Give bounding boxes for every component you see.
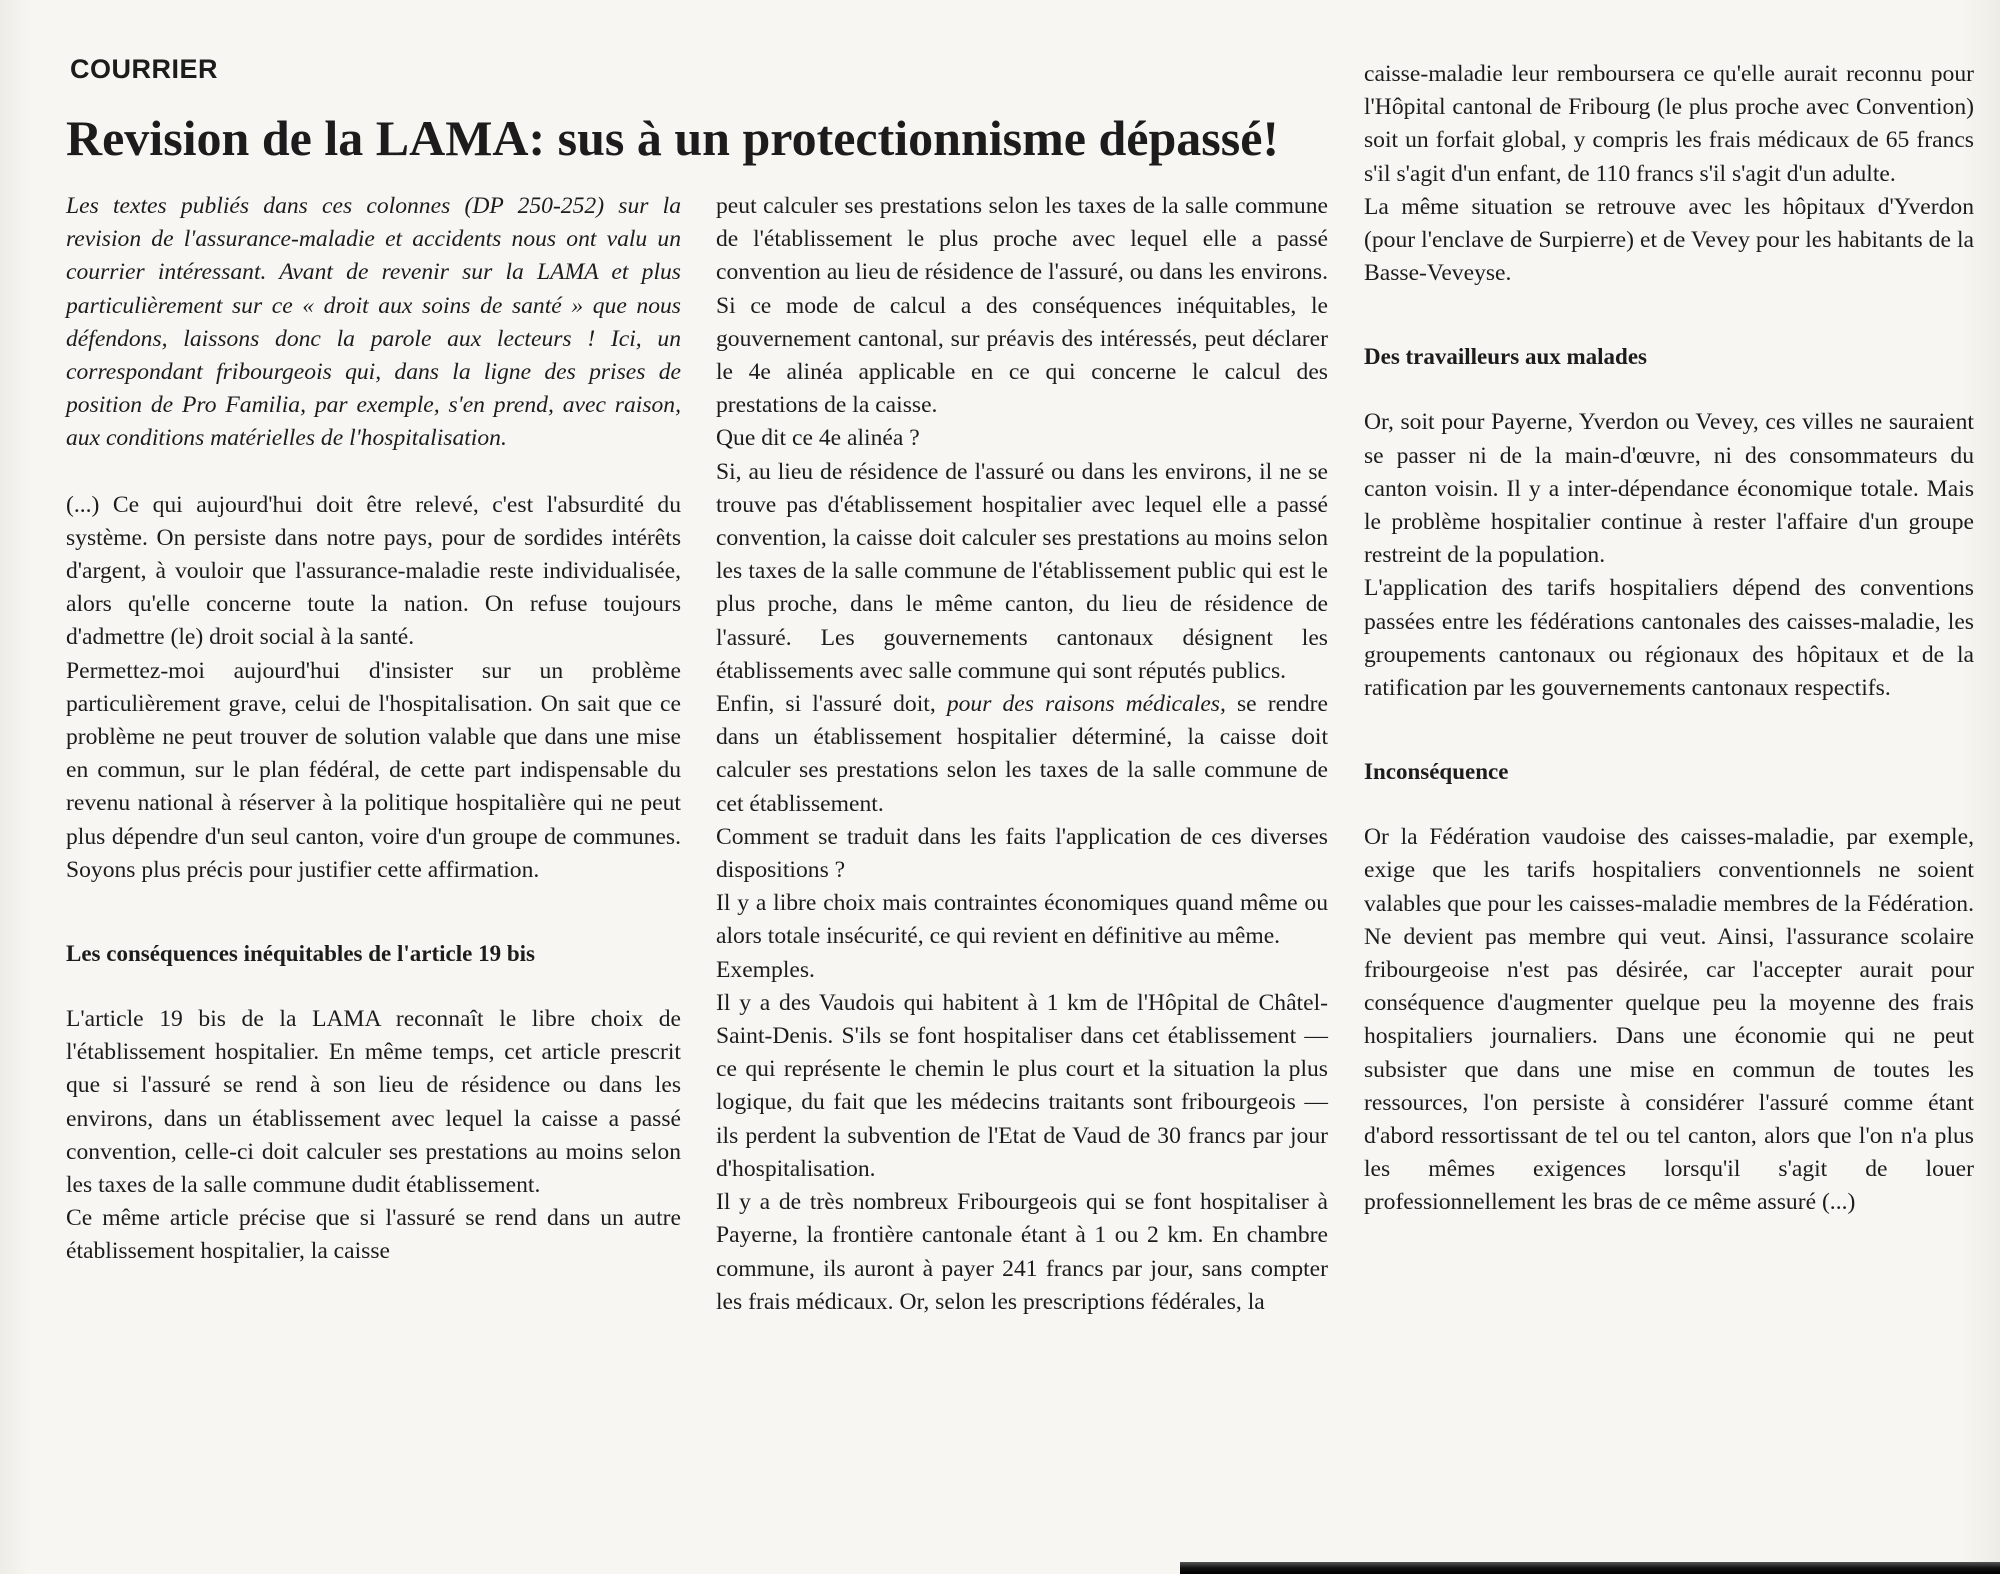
article-headline: Revision de la LAMA: sus à un protectionnisme dépassé!: [66, 110, 1280, 166]
paragraph: Il y a des Vaudois qui habitent à 1 km de l'Hôpital de Châtel-Saint-Denis. S'ils se font hospitaliser dans cet établissement — ce qui représente le chemin le plus court et la situation la plus logique, du fait que les médecins traitants sont fribourgeois — ils perdent la subvention de l'Etat de Vaud de 30 francs par jour d'hospitalisation.: [716, 989, 1328, 1182]
article-column-1: [66, 190, 681, 1269]
paragraph: peut calculer ses prestations selon les taxes de la salle commune de l'établissement le plus proche avec lequel elle a passé convention au lieu de résidence de l'assuré, ou dans les environs. Si ce mode de calcul a des conséquences inéquitables, le gouvernement cantonal, sur préavis des intéressés, peut déclarer le 4e alinéa applicable en ce qui concerne le calcul des prestations de la caisse.: [716, 193, 1328, 419]
paragraph: Exemples.: [716, 956, 815, 983]
paragraph: Si, au lieu de résidence de l'assuré ou dans les environs, il ne se trouve pas d'établissement hospitalier avec lequel elle a passé convention, la caisse doit calculer ses prestations au moins selon les taxes de la salle commune de l'établissement public qui est le plus proche, dans le même canton, du lieu de résidence de l'assuré. Les gouvernements cantonaux désignent les établissements avec salle commune qui sont réputés publics.: [716, 458, 1328, 684]
subheading: Des travailleurs aux malades: [1364, 344, 1648, 370]
section-kicker: COURRIER: [70, 54, 219, 84]
paragraph: Or la Fédération vaudoise des caisses-maladie, par exemple, exige que les tarifs hospitaliers conventionnels ne soient valables que pour les caisses-maladie membres de la Fédération. Ne devient pas membre qui veut. Ainsi, l'assurance scolaire fribourgeoise n'est pas désirée, car l'accepter aurait pour conséquence d'augmenter quelque peu la moyenne des frais hospitaliers journaliers. Dans une économie qui ne peut subsister que dans une mise en commun de toutes les ressources, l'on persiste à considérer l'assuré comme étant d'abord ressortissant de tel ou tel canton, alors que l'on n'a plus les mêmes exigences lorsqu'il s'agit de louer professionnellement les bras de ce même assuré (...): [1364, 824, 1974, 1216]
paragraph: Permettez-moi aujourd'hui d'insister sur un problème particulièrement grave, celui de l'hospitalisation. On sait que ce problème ne peut trouver de solution valable que dans une mise en commun, sur le plan fédéral, de cette part indispensable du revenu national à réserver à la politique hospitalière qui ne peut plus dépendre d'un seul canton, voire d'un groupe de communes. Soyons plus précis pour justifier cette affirmation.: [66, 657, 681, 883]
text-run: se rendre dans un établissement hospitalier déterminé, la caisse doit calculer ses prestations selon les taxes de la salle commune de cet établissement.: [716, 691, 1328, 817]
paragraph: Ce même article précise que si l'assuré se rend dans un autre établissement hospitalier, la caisse: [66, 1205, 681, 1265]
text-run: Enfin, si l'assuré doit,: [716, 691, 947, 718]
subheading: Les conséquences inéquitables de l'article 19 bis: [66, 941, 535, 967]
paragraph: L'article 19 bis de la LAMA reconnaît le libre choix de l'établissement hospitalier. En même temps, cet article prescrit que si l'assuré se rend à son lieu de résidence ou dans les environs, dans un établissement avec lequel la caisse a passé convention, celle-ci doit calculer ses prestations au moins selon les taxes de la salle commune dudit établissement.: [66, 1006, 681, 1199]
paragraph: Il y a de très nombreux Fribourgeois qui se font hospitaliser à Payerne, la frontière cantonale étant à 1 ou 2 km. En chambre commune, ils auront à payer 241 francs par jour, sans compter les frais médicaux. Or, selon les prescriptions fédérales, la: [716, 1189, 1328, 1315]
paragraph: [716, 688, 1328, 821]
paragraph: L'application des tarifs hospitaliers dépend des conventions passées entre les fédérations cantonales des caisses-maladie, les groupements cantonaux ou régionaux des hôpitaux et de la ratification par les gouvernements cantonaux respectifs.: [1364, 575, 1974, 702]
page-edge-rule: [1180, 1562, 2000, 1574]
paragraph: Que dit ce 4e alinéa ?: [716, 425, 920, 452]
paragraph: caisse-maladie leur remboursera ce qu'elle aurait reconnu pour l'Hôpital cantonal de Fribourg (le plus proche avec Convention) soit un forfait global, y compris les frais médicaux de 65 francs s'il s'agit d'un enfant, de 110 francs s'il s'agit d'un adulte.: [1364, 61, 1974, 187]
emphasis-text: pour des raisons médicales,: [946, 691, 1226, 718]
subheading: Inconséquence: [1364, 759, 1509, 785]
article-column-2: [716, 190, 1328, 1319]
paragraph: (...) Ce qui aujourd'hui doit être relevé, c'est l'absurdité du système. On persiste dans notre pays, pour de sordides intérêts d'argent, à vouloir que l'assurance-maladie reste individualisée, alors qu'elle concerne toute la nation. On refuse toujours d'admettre (le) droit social à la santé.: [66, 491, 681, 651]
paragraph: Comment se traduit dans les faits l'application de ces diverses dispositions ?: [716, 823, 1328, 884]
paragraph: La même situation se retrouve avec les hôpitaux d'Yverdon (pour l'enclave de Surpierre) et de Vevey pour les habitants de la Basse-Veveyse.: [1364, 193, 1974, 287]
paragraph: Il y a libre choix mais contraintes économiques quand même ou alors totale insécurité, ce qui revient en définitive au même.: [716, 890, 1328, 950]
article-lede: Les textes publiés dans ces colonnes (DP 250-252) sur la revision de l'assurance-maladie et accidents nous ont valu un courrier intéressant. Avant de revenir sur la LAMA et plus particulièrement sur ce « droit aux soins de santé » que nous défendons, laissons donc la parole aux lecteurs ! Ici, un correspondant fribourgeois qui, dans la ligne des prises de position de Pro Familia, par exemple, s'en prend, avec raison, aux conditions matérielles de l'hospitalisation.: [66, 193, 681, 452]
paragraph: Or, soit pour Payerne, Yverdon ou Vevey, ces villes ne sauraient se passer ni de la main-d'œuvre, ni des consommateurs du canton voisin. Il y a inter-dépendance économique totale. Mais le problème hospitalier continue à rester l'affaire d'un groupe restreint de la population.: [1364, 409, 1974, 569]
article-column-3: [1364, 58, 1974, 1220]
